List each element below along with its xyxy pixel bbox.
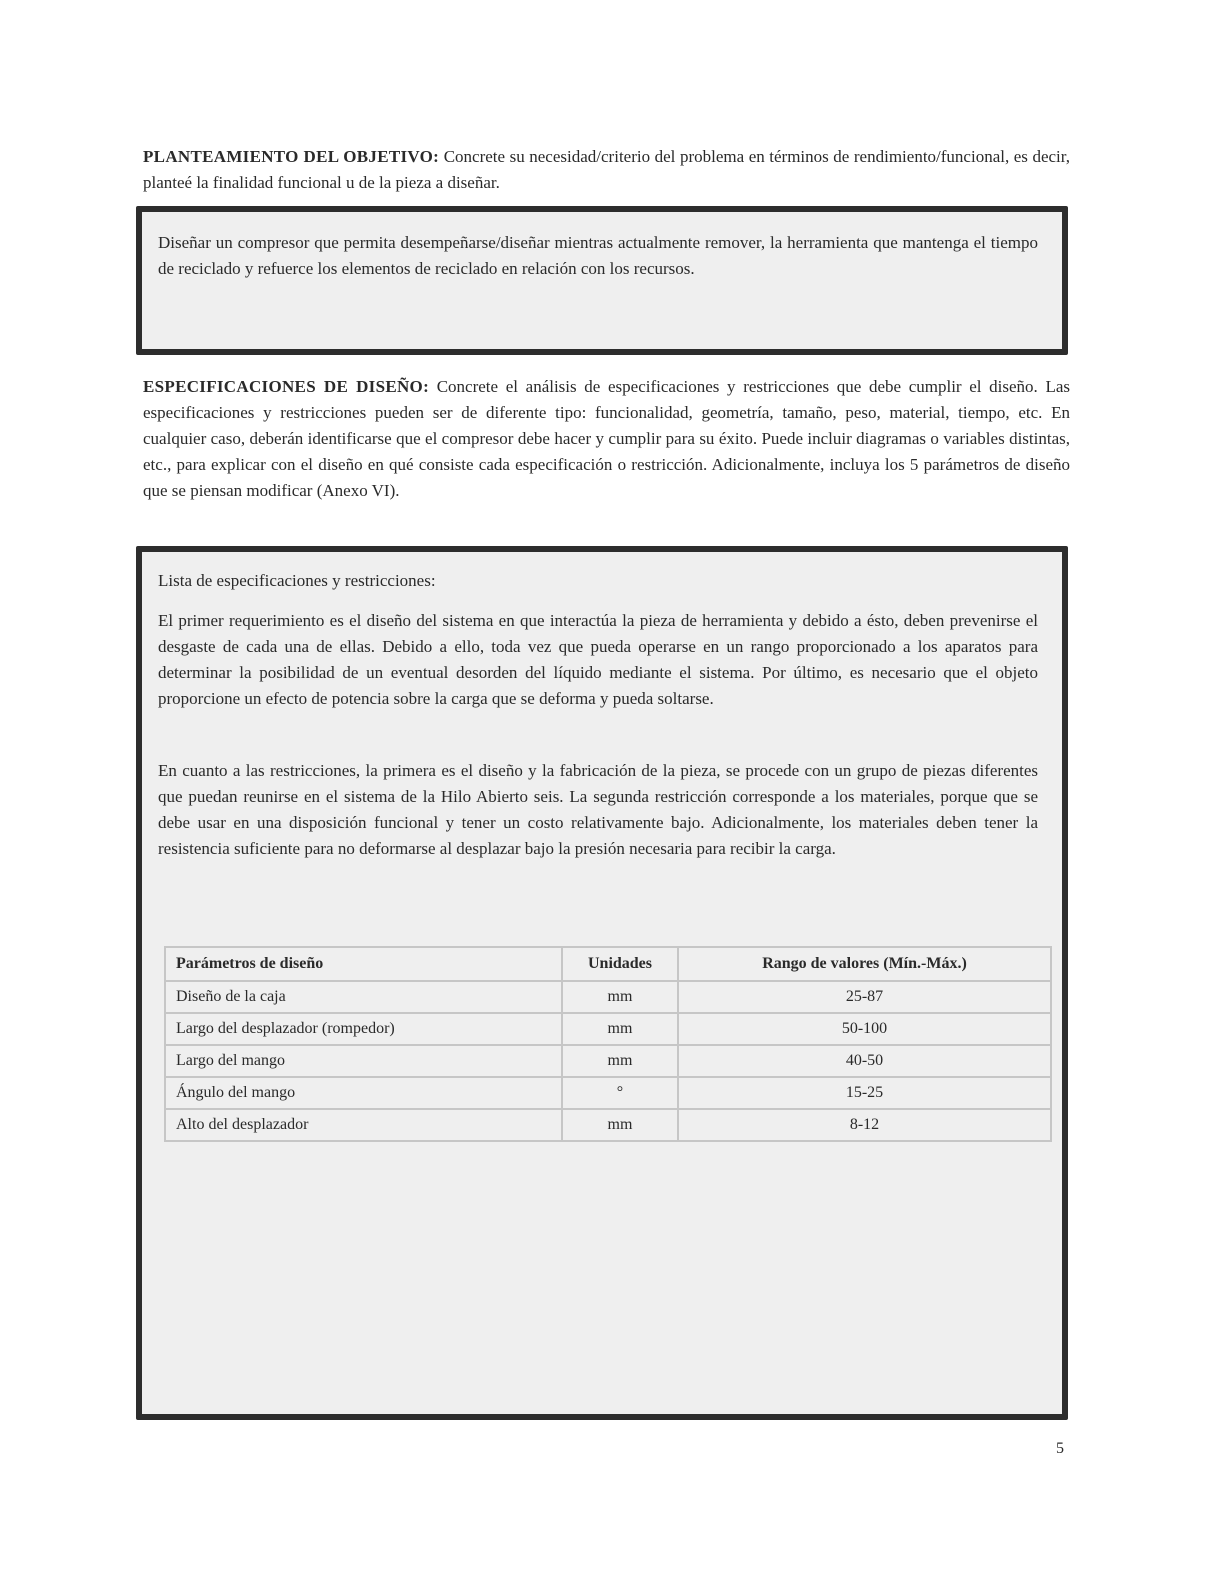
cell-parameter: Ángulo del mango: [165, 1077, 562, 1109]
cell-parameter: Largo del desplazador (rompedor): [165, 1013, 562, 1045]
specs-intro: [143, 374, 1070, 504]
specs-box-paragraph-requirements: El primer requerimiento es el diseño del sistema en que interactúa la pieza de herramienta y debido a ésto, deben prevenirse el desgaste de cada una de ellas. Debido a ello, toda vez que pueda operarse en un rango proporcionado a los aparatos para determinar la posibilidad de un eventual desorden del líquido mediante el sistema. Por último, es necesario que el objeto proporcione un efecto de potencia sobre la carga que se deforma y pueda soltarse.: [158, 611, 1038, 708]
objective-box: [136, 206, 1068, 355]
cell-parameter: Largo del mango: [165, 1045, 562, 1077]
specs-box: [136, 546, 1068, 1420]
cell-range: 50-100: [678, 1013, 1051, 1045]
cell-parameter: Alto del desplazador: [165, 1109, 562, 1141]
cell-units: mm: [562, 1109, 678, 1141]
specs-intro-text: Concrete el análisis de especificaciones y restricciones que debe cumplir el diseño. Las especificaciones y restricciones pueden ser de diferente tipo: funcionalidad, geometría, tamaño, peso, material, tiempo, etc. En cualquier caso, deberán identificarse que el compresor debe hacer y cumplir para su éxito. Puede incluir diagramas o variables distintas, etc., para explicar con el diseño en qué consiste cada especificación o restricción. Adicionalmente, incluya los 5 parámetros de diseño que se piensan modificar (Anexo VI).: [143, 377, 1071, 500]
cell-units: mm: [562, 1013, 678, 1045]
header-parameter: Parámetros de diseño: [165, 947, 562, 981]
objective-intro-text: Concrete su necesidad/criterio del problema en términos de rendimiento/funcional, es decir, planteé la finalidad funcional u de la pieza a diseñar.: [143, 147, 1071, 192]
cell-units: mm: [562, 981, 678, 1013]
objective-intro: [143, 144, 1070, 196]
design-parameters-table: [164, 946, 1052, 1142]
header-range: Rango de valores (Mín.-Máx.): [678, 947, 1051, 981]
table-row: [165, 1077, 1051, 1109]
table-row: [165, 1045, 1051, 1077]
objective-lead: PLANTEAMIENTO DEL OBJETIVO:: [143, 147, 440, 166]
page-number: 5: [1056, 1440, 1064, 1457]
cell-units: °: [562, 1077, 678, 1109]
table-row: [165, 981, 1051, 1013]
cell-range: 40-50: [678, 1045, 1051, 1077]
cell-parameter: Diseño de la caja: [165, 981, 562, 1013]
table-row: [165, 1109, 1051, 1141]
objective-box-text: Diseñar un compresor que permita desempeñarse/diseñar mientras actualmente remover, la herramienta que mantenga el tiempo de reciclado y refuerce los elementos de reciclado en relación con los recursos.: [158, 233, 1038, 278]
table-row: [165, 1013, 1051, 1045]
cell-units: mm: [562, 1045, 678, 1077]
table-header-row: [165, 947, 1051, 981]
specs-box-paragraph-restrictions: En cuanto a las restricciones, la primera es el diseño y la fabricación de la pieza, se procede con un grupo de piezas diferentes que puedan reunirse en el sistema de la Hilo Abierto seis. La segunda restricción corresponde a los materiales, porque que se debe usar en una disposición funcional y tener un costo relativamente bajo. Adicionalmente, los materiales deben tener la resistencia suficiente para no deformarse al desplazar bajo la presión necesaria para recibir la carga.: [158, 761, 1038, 858]
specs-lead: ESPECIFICACIONES DE DISEÑO:: [143, 377, 430, 396]
cell-range: 15-25: [678, 1077, 1051, 1109]
header-units: Unidades: [562, 947, 678, 981]
cell-range: 8-12: [678, 1109, 1051, 1141]
cell-range: 25-87: [678, 981, 1051, 1013]
specs-box-heading: Lista de especificaciones y restricciones:: [158, 571, 436, 590]
